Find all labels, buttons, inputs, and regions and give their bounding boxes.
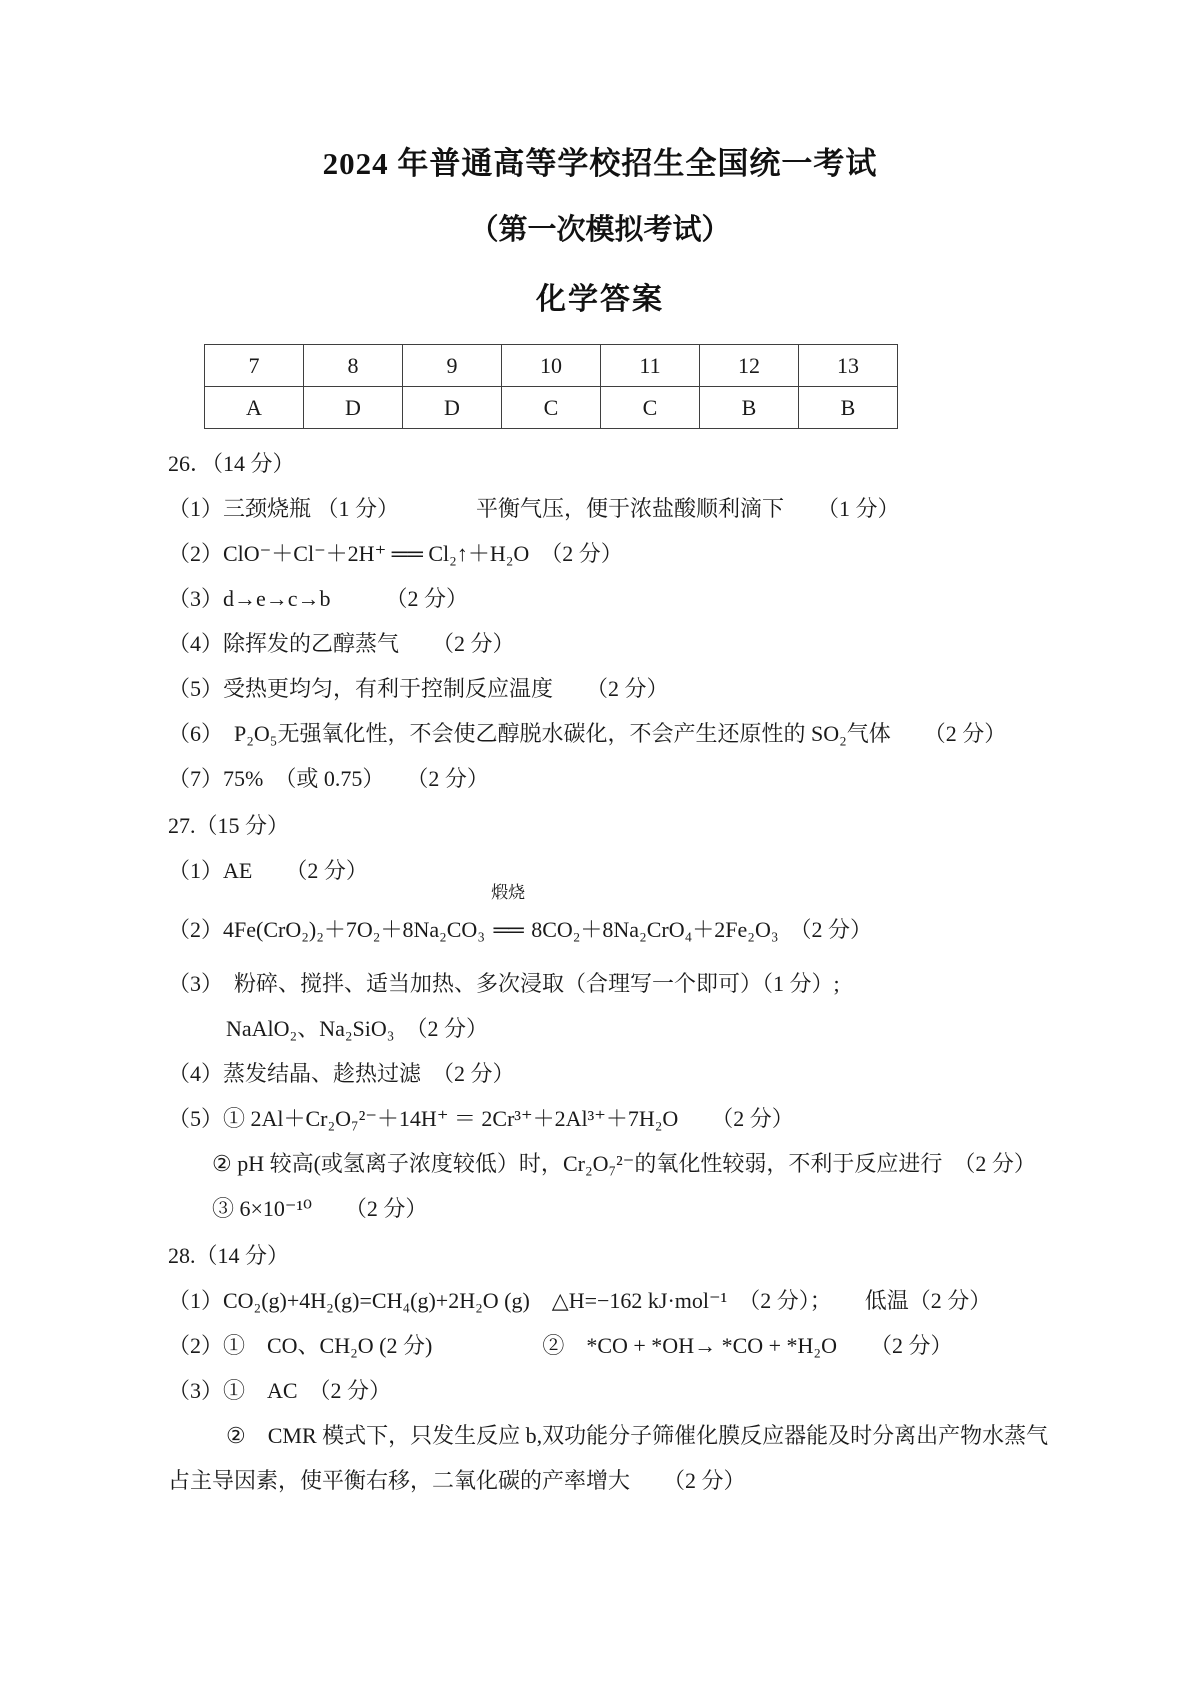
question-28	[168, 1233, 1112, 1503]
answer-line: （3） 粉碎、搅拌、适当加热、多次浸取（合理写一个即可）（1 分）;	[168, 971, 840, 996]
answer-line-equation	[168, 883, 1112, 961]
answer-line: ③ 6×10⁻¹⁰ （2 分）	[212, 1196, 428, 1221]
answer-line: （1）CO₂(g)+4H₂(g)=CH₄(g)+2H₂O (g) △H=−162 kJ·mol⁻¹ （2 分）； 低温（2 分）	[168, 1288, 992, 1313]
answers-heading: 化学答案	[536, 283, 664, 316]
answer-line: （3）① AC （2 分）	[168, 1378, 392, 1403]
document-body	[0, 344, 1200, 1563]
answer-line: （1）AE （2 分）	[168, 858, 368, 883]
question-27	[168, 803, 1112, 1231]
answer-line: （1）三颈烧瓶 （1 分） 平衡气压，便于浓盐酸顺利滴下 （1 分）	[168, 496, 900, 521]
equation-lhs: （2）4Fe(CrO₂)₂＋7O₂＋8Na₂CO₃	[168, 917, 491, 942]
answer-row	[205, 387, 898, 429]
answer-line: ② CMR 模式下，只发生反应 b,双功能分子筛催化膜反应器能及时分离出产物水蒸气	[226, 1423, 1049, 1448]
double-equals-sign: ══	[493, 917, 523, 942]
answer-line: （4）蒸发结晶、趁热过滤 （2 分）	[168, 1061, 515, 1086]
answer-line: （5）受热更均匀，有利于控制反应温度 （2 分）	[168, 676, 669, 701]
question-26	[168, 441, 1112, 801]
reaction-condition-label: 煅烧	[491, 883, 526, 902]
question-28-title: 28.（14 分）	[168, 1243, 290, 1268]
answer-cell: C	[502, 387, 601, 429]
answer-line: （2）ClO⁻＋Cl⁻＋2H⁺ ══ Cl₂↑＋H₂O （2 分）	[168, 541, 623, 566]
answer-cell: B	[799, 387, 898, 429]
answer-key-table	[204, 344, 898, 429]
answer-cell: B	[700, 387, 799, 429]
answer-cell: D	[304, 387, 403, 429]
question-number-cell: 9	[403, 345, 502, 387]
answer-line: （5）① 2Al＋Cr₂O₇²⁻＋14H⁺ ＝ 2Cr³⁺＋2Al³⁺＋7H₂O （2 分）	[168, 1106, 794, 1131]
question-number-row	[205, 345, 898, 387]
answer-cell: C	[601, 387, 700, 429]
answer-cell: A	[205, 387, 304, 429]
answer-line: （2）① CO、CH₂O (2 分) ② *CO + *OH→ *CO + *H₂O （2 分）	[168, 1333, 953, 1358]
answer-line: NaAlO₂、Na₂SiO₃ （2 分）	[226, 1016, 488, 1041]
answer-line: （7）75% （或 0.75） （2 分）	[168, 766, 489, 791]
question-number-cell: 7	[205, 345, 304, 387]
answer-line: ② pH 较高(或氢离子浓度较低）时，Cr₂O₇²⁻的氧化性较弱，不利于反应进行 （2 分）	[212, 1151, 1036, 1176]
question-26-title: 26．（14 分）	[168, 451, 295, 476]
answer-line: 占主导因素，使平衡右移，二氧化碳的产率增大 （2 分）	[168, 1468, 746, 1493]
question-number-cell: 12	[700, 345, 799, 387]
question-number-cell: 10	[502, 345, 601, 387]
question-27-title: 27.（15 分）	[168, 813, 290, 838]
exam-subtitle: （第一次模拟考试）	[469, 214, 731, 246]
exam-title: 2024 年普通高等学校招生全国统一考试	[322, 146, 878, 181]
answer-line: （3）d→e→c→b （2 分）	[168, 586, 469, 611]
answer-line: （6） P₂O₅无强氧化性，不会使乙醇脱水碳化，不会产生还原性的 SO₂气体 （2 分）	[168, 721, 1007, 746]
equation-rhs: 8CO₂＋8Na₂CrO₄＋2Fe₂O₃ （2 分）	[525, 917, 873, 942]
question-number-cell: 11	[601, 345, 700, 387]
reaction-condition-equals	[491, 883, 526, 961]
answer-line: （4）除挥发的乙醇蒸气 （2 分）	[168, 631, 515, 656]
question-number-cell: 8	[304, 345, 403, 387]
answer-cell: D	[403, 387, 502, 429]
document-header	[0, 138, 1200, 318]
question-number-cell: 13	[799, 345, 898, 387]
